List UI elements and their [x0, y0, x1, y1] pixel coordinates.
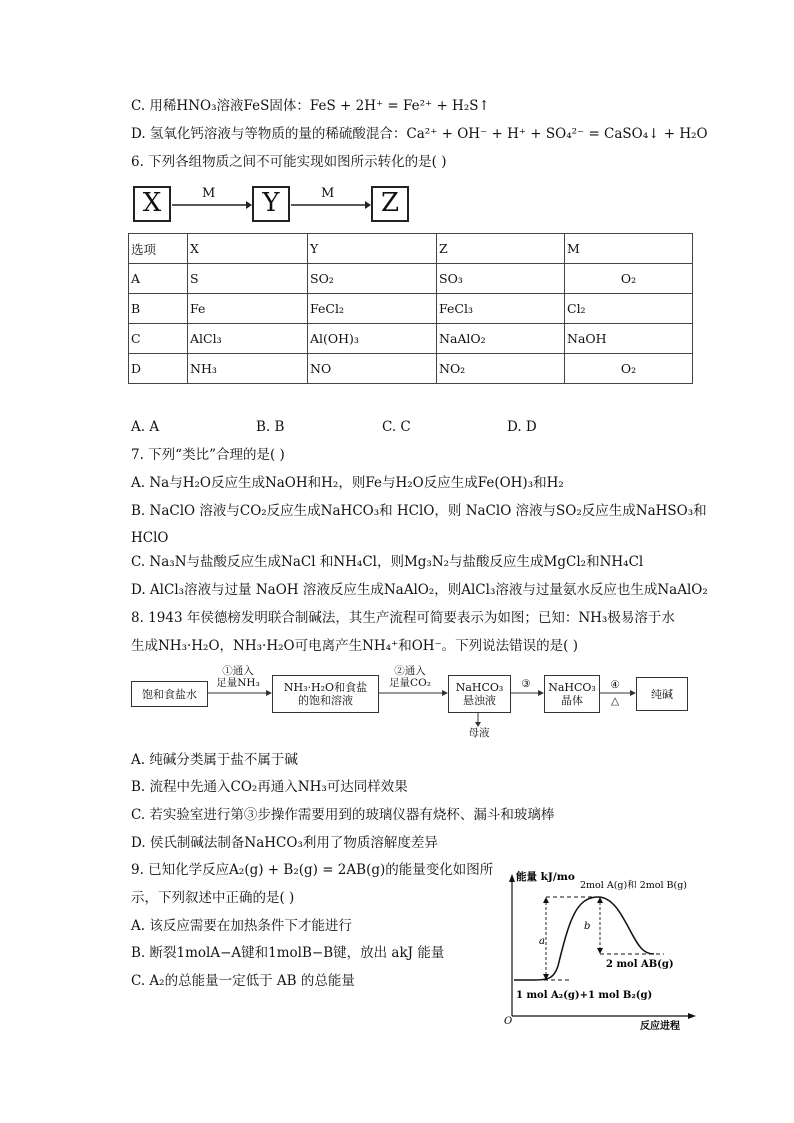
origin-label: O — [504, 1016, 513, 1027]
q7-option-b-cont: HClO — [131, 530, 169, 546]
product-label: 2 mol AB(g) — [606, 959, 674, 970]
process-label: 晶体 — [561, 694, 583, 707]
table-cell: NH₃ — [188, 354, 308, 384]
process-box-ammonia-brine — [272, 675, 379, 713]
table-header: M — [565, 234, 693, 264]
table-header: Y — [308, 234, 437, 264]
q7-option-b: B. NaClO 溶液与CO₂反应生成NaHCO₃和 HClO，则 NaClO 溶液与SO₂反应生成NaHSO₃和 — [131, 503, 707, 519]
table-cell: NO — [308, 354, 437, 384]
table-cell: AlCl₃ — [188, 324, 308, 354]
q5-option-c: C. 用稀HNO₃溶液FeS固体：FeS + 2H⁺ = Fe²⁺ + H₂S↑ — [131, 98, 490, 114]
energy-diagram — [494, 866, 699, 1036]
step-2-label — [384, 665, 436, 689]
choice-d: D. D — [507, 419, 537, 435]
process-label: 悬浊液 — [463, 694, 496, 707]
q9-option-b: B. 断裂1molA−A键和1molB−B键，放出 akJ 能量 — [131, 945, 445, 961]
q8-stem-line1: 8. 1943 年侯德榜发明联合制碱法，其生产流程可简要表示为如图；已知：NH₃极易溶于水 — [131, 610, 675, 626]
table-cell: NaOH — [565, 324, 693, 354]
q5-option-d: D. 氢氧化钙溶液与等物质的量的稀硫酸混合：Ca²⁺ + OH⁻ + H⁺ + SO₄²⁻ = CaSO₄↓ + H₂O — [131, 126, 708, 142]
process-label: NaHCO₃ — [455, 681, 504, 694]
q8-option-c: C. 若实验室进行第③步操作需要用到的玻璃仪器有烧杯、漏斗和玻璃棒 — [131, 807, 555, 823]
table-cell: SO₃ — [437, 264, 565, 294]
table-cell: FeCl₃ — [437, 294, 565, 324]
table-cell: Cl₂ — [565, 294, 693, 324]
process-box-suspension — [448, 675, 511, 713]
step-4-label — [603, 679, 627, 707]
process-box-crystal — [544, 675, 600, 713]
q7-stem: 7. 下列“类比”合理的是( ) — [131, 447, 285, 463]
flow-box-x: X — [133, 186, 171, 222]
q9-stem-line2: 示，下列叙述中正确的是( ) — [131, 890, 295, 906]
table-cell: NaAlO₂ — [437, 324, 565, 354]
a-arrowhead-up — [543, 897, 549, 903]
step-text: △ — [610, 695, 620, 707]
q6-stem: 6. 下列各组物质之间不可能实现如图所示转化的是( ) — [131, 154, 447, 170]
step-text: 足量CO₂ — [389, 677, 431, 689]
process-label: NH₃·H₂O和食盐 — [283, 681, 368, 694]
table-cell: S — [188, 264, 308, 294]
q8-option-b: B. 流程中先通入CO₂再通入NH₃可达同样效果 — [131, 779, 408, 795]
step-text: ①通入 — [222, 665, 254, 677]
process-label: 纯碱 — [651, 687, 673, 701]
y-axis-arrow — [509, 874, 515, 882]
step-3-label: ③ — [521, 678, 531, 690]
process-label: NaHCO₃ — [548, 681, 596, 694]
table-header: Z — [437, 234, 565, 264]
process-label: 的饱和溶液 — [298, 694, 353, 707]
q8-option-a: A. 纯碱分类属于盐不属于碱 — [131, 752, 298, 768]
x-axis-label: 反应进程 — [640, 1021, 680, 1032]
step-1-label — [212, 665, 264, 689]
table-cell: FeCl₂ — [308, 294, 437, 324]
a-label: a — [539, 936, 545, 947]
q7-option-c: C. Na₃N与盐酸反应生成NaCl 和NH₄Cl，则Mg₃N₂与盐酸反应生成MgCl₂和NH₄Cl — [131, 554, 644, 570]
table-cell: O₂ — [565, 264, 693, 294]
table-header: 选项 — [129, 234, 188, 264]
step-text: ④ — [610, 679, 620, 691]
flow-label-m1: M — [202, 186, 216, 201]
mother-liquor-label: 母液 — [468, 727, 490, 739]
b-arrowhead-down — [597, 948, 603, 954]
q7-option-a: A. Na与H₂O反应生成NaOH和H₂，则Fe与H₂O反应生成Fe(OH)₃和H₂ — [131, 475, 564, 491]
process-label: 饱和食盐水 — [142, 687, 197, 701]
table-cell: NO₂ — [437, 354, 565, 384]
table-cell: O₂ — [565, 354, 693, 384]
choice-c: C. C — [382, 419, 411, 435]
q9-stem-line1: 9. 已知化学反应A₂(g) + B₂(g) = 2AB(g)的能量变化如图所 — [131, 862, 494, 878]
table-cell: SO₂ — [308, 264, 437, 294]
choice-b: B. B — [256, 419, 285, 435]
reactant-label: 1 mol A₂(g)+1 mol B₂(g) — [516, 990, 653, 1001]
table-header: X — [188, 234, 308, 264]
flow-box-z: Z — [371, 186, 409, 222]
q8-stem-line2: 生成NH₃·H₂O，NH₃·H₂O可电离产生NH₄⁺和OH⁻。下列说法错误的是( ) — [131, 638, 578, 654]
table-cell: D — [129, 354, 188, 384]
table-cell: Al(OH)₃ — [308, 324, 437, 354]
b-label: b — [584, 921, 591, 932]
q9-option-c: C. A₂的总能量一定低于 AB 的总能量 — [131, 973, 355, 989]
choice-a: A. A — [131, 419, 160, 435]
flow-box-y: Y — [252, 186, 290, 222]
step-text: ②通入 — [394, 665, 426, 677]
q8-option-d: D. 侯氏制碱法制备NaHCO₃利用了物质溶解度差异 — [131, 835, 438, 851]
y-axis-label: 能量 kJ/mo — [516, 871, 575, 883]
table-cell: Fe — [188, 294, 308, 324]
peak-label: 2mol A(g)和 2mol B(g) — [580, 880, 688, 891]
table-cell: A — [129, 264, 188, 294]
q9-option-a: A. 该反应需要在加热条件下才能进行 — [131, 918, 352, 934]
x-axis-arrow — [688, 1013, 696, 1019]
table-cell: B — [129, 294, 188, 324]
flow-label-m2: M — [321, 186, 335, 201]
process-box-brine — [131, 681, 208, 707]
table-cell: C — [129, 324, 188, 354]
step-text: 足量NH₃ — [216, 677, 260, 689]
process-box-soda — [636, 677, 688, 711]
q7-option-d: D. AlCl₃溶液与过量 NaOH 溶液反应生成NaAlO₂，则AlCl₃溶液与过量氨水反应也生成NaAlO₂ — [131, 582, 708, 598]
